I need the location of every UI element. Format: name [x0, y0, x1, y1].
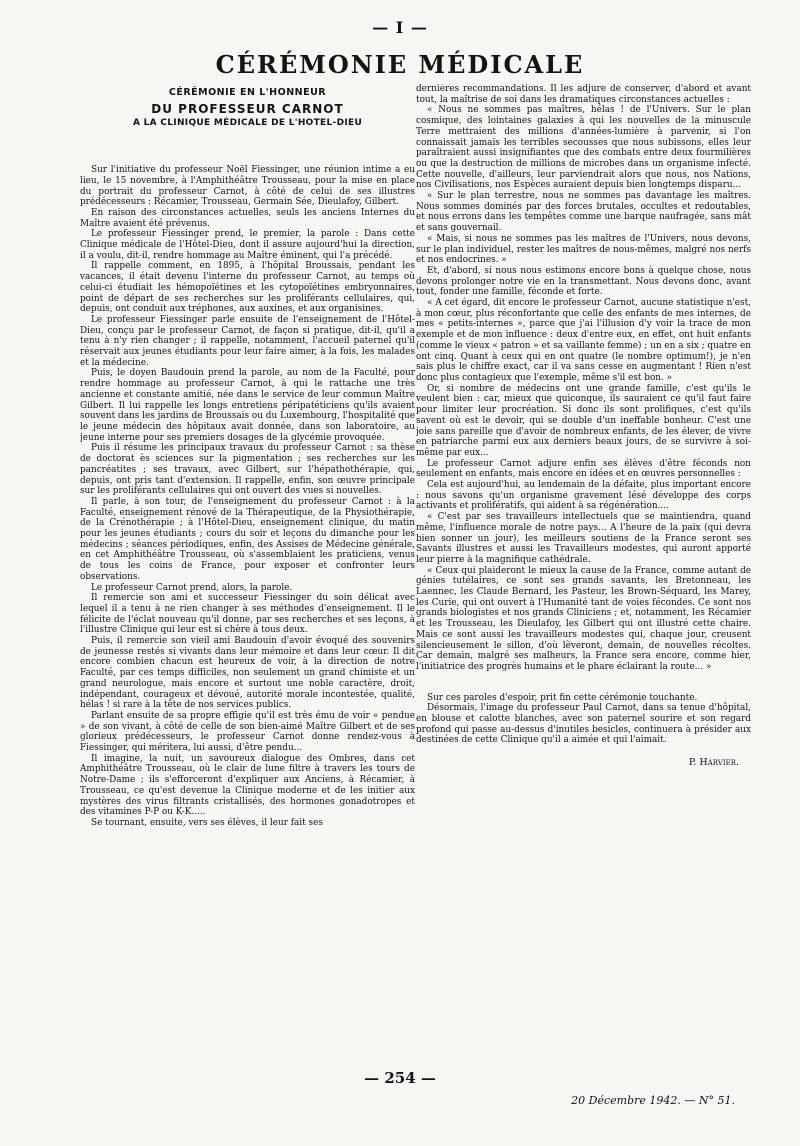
paragraph: « Mais, si nous ne sommes pas les maîtres de l'Univers, nous devons, sur le plan individuel, rester les maîtres de nous-mêmes, malgré nos nerfs et nos endocrines. » — [416, 233, 751, 266]
paragraph: « A cet égard, dit encore le professeur Carnot, aucune statistique n'est, à mon cœur, plus réconfortante que celle des enfants de mes internes, de mes « petits-internes », parce que j'ai l'illusion d'y voir la trace de mon exemple et de mon influence : deux d'entre eux, en effet, ont huit enfants (comme le vieux « patron » et sa vaillante femme) ; un en a six ; quatre en ont cinq. Quant à ceux qui en ont quatre (le nombre optimum!), je n'en sais plus le chiffre exact, car il va sans cesse en augmentant ! Rien n'est donc plus contagieux que l'exemple, même s'il est bon. » — [416, 298, 751, 383]
right-body — [416, 84, 751, 673]
paragraph: « Sur le plan terrestre, nous ne sommes pas davantage les maîtres. Nous sommes dominés par des forces brutales, occultes et redoutables, et nous errons dans les tempêtes comme une barque naufragée, sans mât et sans gouvernail. — [416, 191, 751, 234]
left-body — [80, 165, 415, 829]
paragraph: Le professeur Fiessinger parle ensuite de l'enseignement de l'Hôtel-Dieu, conçu par le professeur Carnot, de façon si pratique, dit-il, qu'il a tenu à n'y rien changer ; il rappelle, notamment, l'accueil paternel qu'il réservait aux jeunes étudiants pour leur faire aimer, à la fois, les malades et la médecine. — [80, 314, 415, 368]
spacer — [416, 673, 751, 693]
paragraph: dernières recommandations. Il les adjure de conserver, d'abord et avant tout, la maîtrise de soi dans les dramatiques circonstances actuelles : — [416, 84, 751, 105]
paragraph: Il remercie son ami et successeur Fiessinger du soin délicat avec lequel il a tenu à ne rien changer à ses méthodes d'enseignement. Il le félicite de l'éclat nouveau qu'il donne, par ses recherches et ses leçons, à l'illustre Clinique qui leur est si chère à tous deux. — [80, 593, 415, 636]
paragraph: Il imagine, la nuit, un savoureux dialogue des Ombres, dans cet Amphithéâtre Trousseau, où le clair de lune filtre à travers les tours de Notre-Dame ; ils s'efforceront d'expliquer aux Anciens, à Récamier, à Trousseau, ce qu'est devenue la Clinique moderne et de les initier aux mystères des virus filtrants cristallisés, des hormones gonadotropes et des vitamines P-P ou K-K..... — [80, 753, 415, 818]
article-subhead: A LA CLINIQUE MÉDICALE DE L'HOTEL-DIEU — [132, 118, 363, 129]
paragraph: Le professeur Fiessinger prend, le premier, la parole : Dans cette Clinique médicale de l'Hôtel-Dieu, dont il assure aujourd'hui la direction, il a voulu, dit-il, rendre hommage au Maître éminent, qui l'a précédé. — [80, 229, 415, 261]
paragraph: Or, si nombre de médecins ont une grande famille, c'est qu'ils le veulent bien : car, mieux que quiconque, ils sauraient ce qu'il faut faire pour limiter leur procréation. Si donc ils sont prolifiques, c'est qu'ils savent où est le devoir, qui se double d'un ineffable bonheur. C'est une joie sans pareille que d'avoir de nombreux enfants, de les élever, de vivre en patriarche parmi eux aux derniers beaux jours, de se survivre à soi-même par eux... — [416, 383, 751, 458]
closing-body — [416, 693, 751, 747]
paragraph: « Nous ne sommes pas maîtres, hélas ! de l'Univers. Sur le plan cosmique, des lointaines galaxies à qui les nouvelles de la minuscule Terre mettraient des millions d'années-lumière à parvenir, si l'on connaissait jamais les terribles secousses que nous subissons, elles leur paraîtraient aussi insignifiantes que des combats entre deux fourmilières ou que la destruction de millions de microbes dans un organisme infecté. Cette nouvelle, d'ailleurs, leur parviendrait alors que nous, nos Nations, nos Civilisations, nos Espèces auraient depuis bien longtemps disparu... — [416, 105, 751, 191]
paragraph: Puis il résume les principaux travaux du professeur Carnot : sa thèse de doctorat ès sciences sur la pigmentation ; ses recherches sur les pancréatites ; ses travaux, avec Gilbert, sur l'hépathothérapie, qui, depuis, ont pris tant d'extension. Il rappelle, enfin, son œuvre principale sur les proliférants cellulaires qui ont ouvert des vues si nouvelles. — [80, 443, 415, 497]
paragraph: Se tournant, ensuite, vers ses élèves, il leur fait ses — [91, 818, 323, 828]
paragraph: « C'est par ses travailleurs intellectuels que se maintiendra, quand même, l'influence morale de notre pays... A l'heure de la paix (qui devra bien sonner un jour), les meilleurs soutiens de la France seront ses Savants illustres et aussi les Travailleurs modestes, qui auront apporté leur pierre à la magnifique cathédrale. — [416, 512, 751, 565]
paragraph: Sur l'initiative du professeur Noël Fiessinger, une réunion intime a eu lieu, le 15 novembre, à l'Amphithéâtre Trousseau, pour la mise en place du portrait du professeur Carnot, à côté de celui de ses illustres prédécesseurs : Récamier, Trousseau, Germain Sée, Dieulafoy, Gilbert. — [80, 165, 415, 208]
paragraph: Parlant ensuite de sa propre effigie qu'il est très ému de voir « pendue » de son vivant, à côté de celle de son bien-aimé Maître Gilbert et de ses glorieux prédécesseurs, le professeur Carnot donne rendez-vous à Fiessinger, qui méritera, lui aussi, d'être pendu... — [80, 710, 415, 754]
left-column — [80, 84, 415, 1074]
paragraph: Cela est aujourd'hui, au lendemain de la défaite, plus important encore : nous savons qu'un organisme gravement lésé développe des corps activants et prolifératifs, qui aident à sa régénération.... — [416, 480, 751, 512]
right-column — [416, 84, 751, 1074]
article-kicker: CÉRÉMONIE EN L'HONNEUR — [168, 87, 327, 98]
signature: P. Harvier. — [688, 757, 739, 769]
paragraph: « Ceux qui plaideront le mieux la cause de la France, comme autant de génies tutélaires, ce sont ses grands savants, les Bretonneau, les Laennec, les Claude Bernard, les Pasteur, les Brown-Séquard, les Marey, les Curie, qui ont ouvert à l'Humanité tant de voies fécondes. Ce sont nos grands biologistes et nos grands Cliniciens ; et, notamment, les Récamier et les Trousseau, les Dieulafoy, les Gilbert qui ont illustré cette chaire. Mais ce sont aussi les travailleurs modestes qui, chaque jour, creusent silencieusement le sillon, d'où lèveront, demain, de nouvelles récoltes. Car demain, malgré ses malheurs, la France sera encore, comme hier, l'initiatrice des progrès humains et le phare éclairant la route... » — [416, 565, 751, 672]
paragraph: Puis, il remercie son vieil ami Baudouin d'avoir évoqué des souvenirs de jeunesse restés si vivants dans leur mémoire et dans leur cœur. Il dit encore combien chacun est heureux de voir, à la direction de notre Faculté, par ces temps difficiles, non seulement un grand chimiste et un grand neurologue, mais encore et surtout une noble caractère, droit, indépendant, courageux et dévoué, autorité morale incontestée, qualité, hélas ! si rare à la tête de nos services publics. — [80, 636, 415, 711]
page-marker: — I — — [372, 18, 428, 37]
paragraph: Il rappelle comment, en 1895, à l'hôpital Broussais, pendant les vacances, il était devenu l'interne du professeur Carnot, au temps où celui-ci étudiait les hémopoïétines et les cytopoïétines embryonnaires, point de départ de ses recherches sur les proliférants cellulaires, qui, depuis, ont conduit aux tréphones, aux auxines, et aux organisines. — [80, 261, 415, 315]
paragraph: Le professeur Carnot adjure enfin ses élèves d'être féconds non seulement en enfants, mais encore en idées et en œuvres personnelles : — [416, 458, 751, 480]
issue-date: 20 Décembre 1942. — N° 51. — [571, 1094, 735, 1107]
paragraph: Et, d'abord, si nous nous estimons encore bons à quelque chose, nous devons prolonger notre vie en la transmettant. Nous devons donc, avant tout, fonder une famille, féconde et forte. — [416, 265, 751, 298]
page-number: — 254 — — [364, 1069, 436, 1087]
paragraph: En raison des circonstances actuelles, seuls les anciens Internes du Maître avaient été prévenus. — [80, 207, 415, 229]
paragraph: Puis, le doyen Baudouin prend la parole, au nom de la Faculté, pour rendre hommage au professeur Carnot, à qui le rattache une très ancienne et constante amitié, née dans le service de leur commun Maître Gilbert. Il lui rappelle les longs entretiens péripatéticiens qu'ils avaient souvent dans les jardins de Broussais ou du Luxembourg, l'hospitalité que le jeune médecin des hôpitaux avait donnée, dans son laboratoire, au jeune interne pour ses premiers dosages de la glycémie provoquée. — [80, 368, 415, 443]
page-title: CÉRÉMONIE MÉDICALE — [215, 50, 585, 79]
paragraph: Il parle, à son tour, de l'enseignement du professeur Carnot : à la Faculté, enseignement rénové de la Thérapeutique, de la Physiothérapie, de la Crénothérapie ; à l'Hôtel-Dieu, enseignement clinique, du matin pour les jeunes étudiants ; cours du soir et leçons du dimanche pour les médecins ; séances périodiques, enfin, des Assises de Médecine générale, en cet Amphithéâtre Trousseau, où s'assemblaient les praticiens, venus de tous les coins de France, pour exposer et confronter leurs observations. — [80, 496, 415, 582]
paragraph: Sur ces paroles d'espoir, prit fin cette cérémonie touchante. — [427, 692, 698, 703]
article-headline: DU PROFESSEUR CARNOT — [151, 101, 344, 116]
paragraph: Désormais, l'image du professeur Paul Carnot, dans sa tenue d'hôpital, en blouse et calotte blanches, avec son paternel sourire et son regard profond qui passe au-dessus d'inutiles besicles, continuera à présider aux destinées de cette Clinique qu'il a aimée et qui l'aimait. — [416, 703, 751, 746]
paragraph: Le professeur Carnot prend, alors, la parole. — [91, 582, 293, 593]
